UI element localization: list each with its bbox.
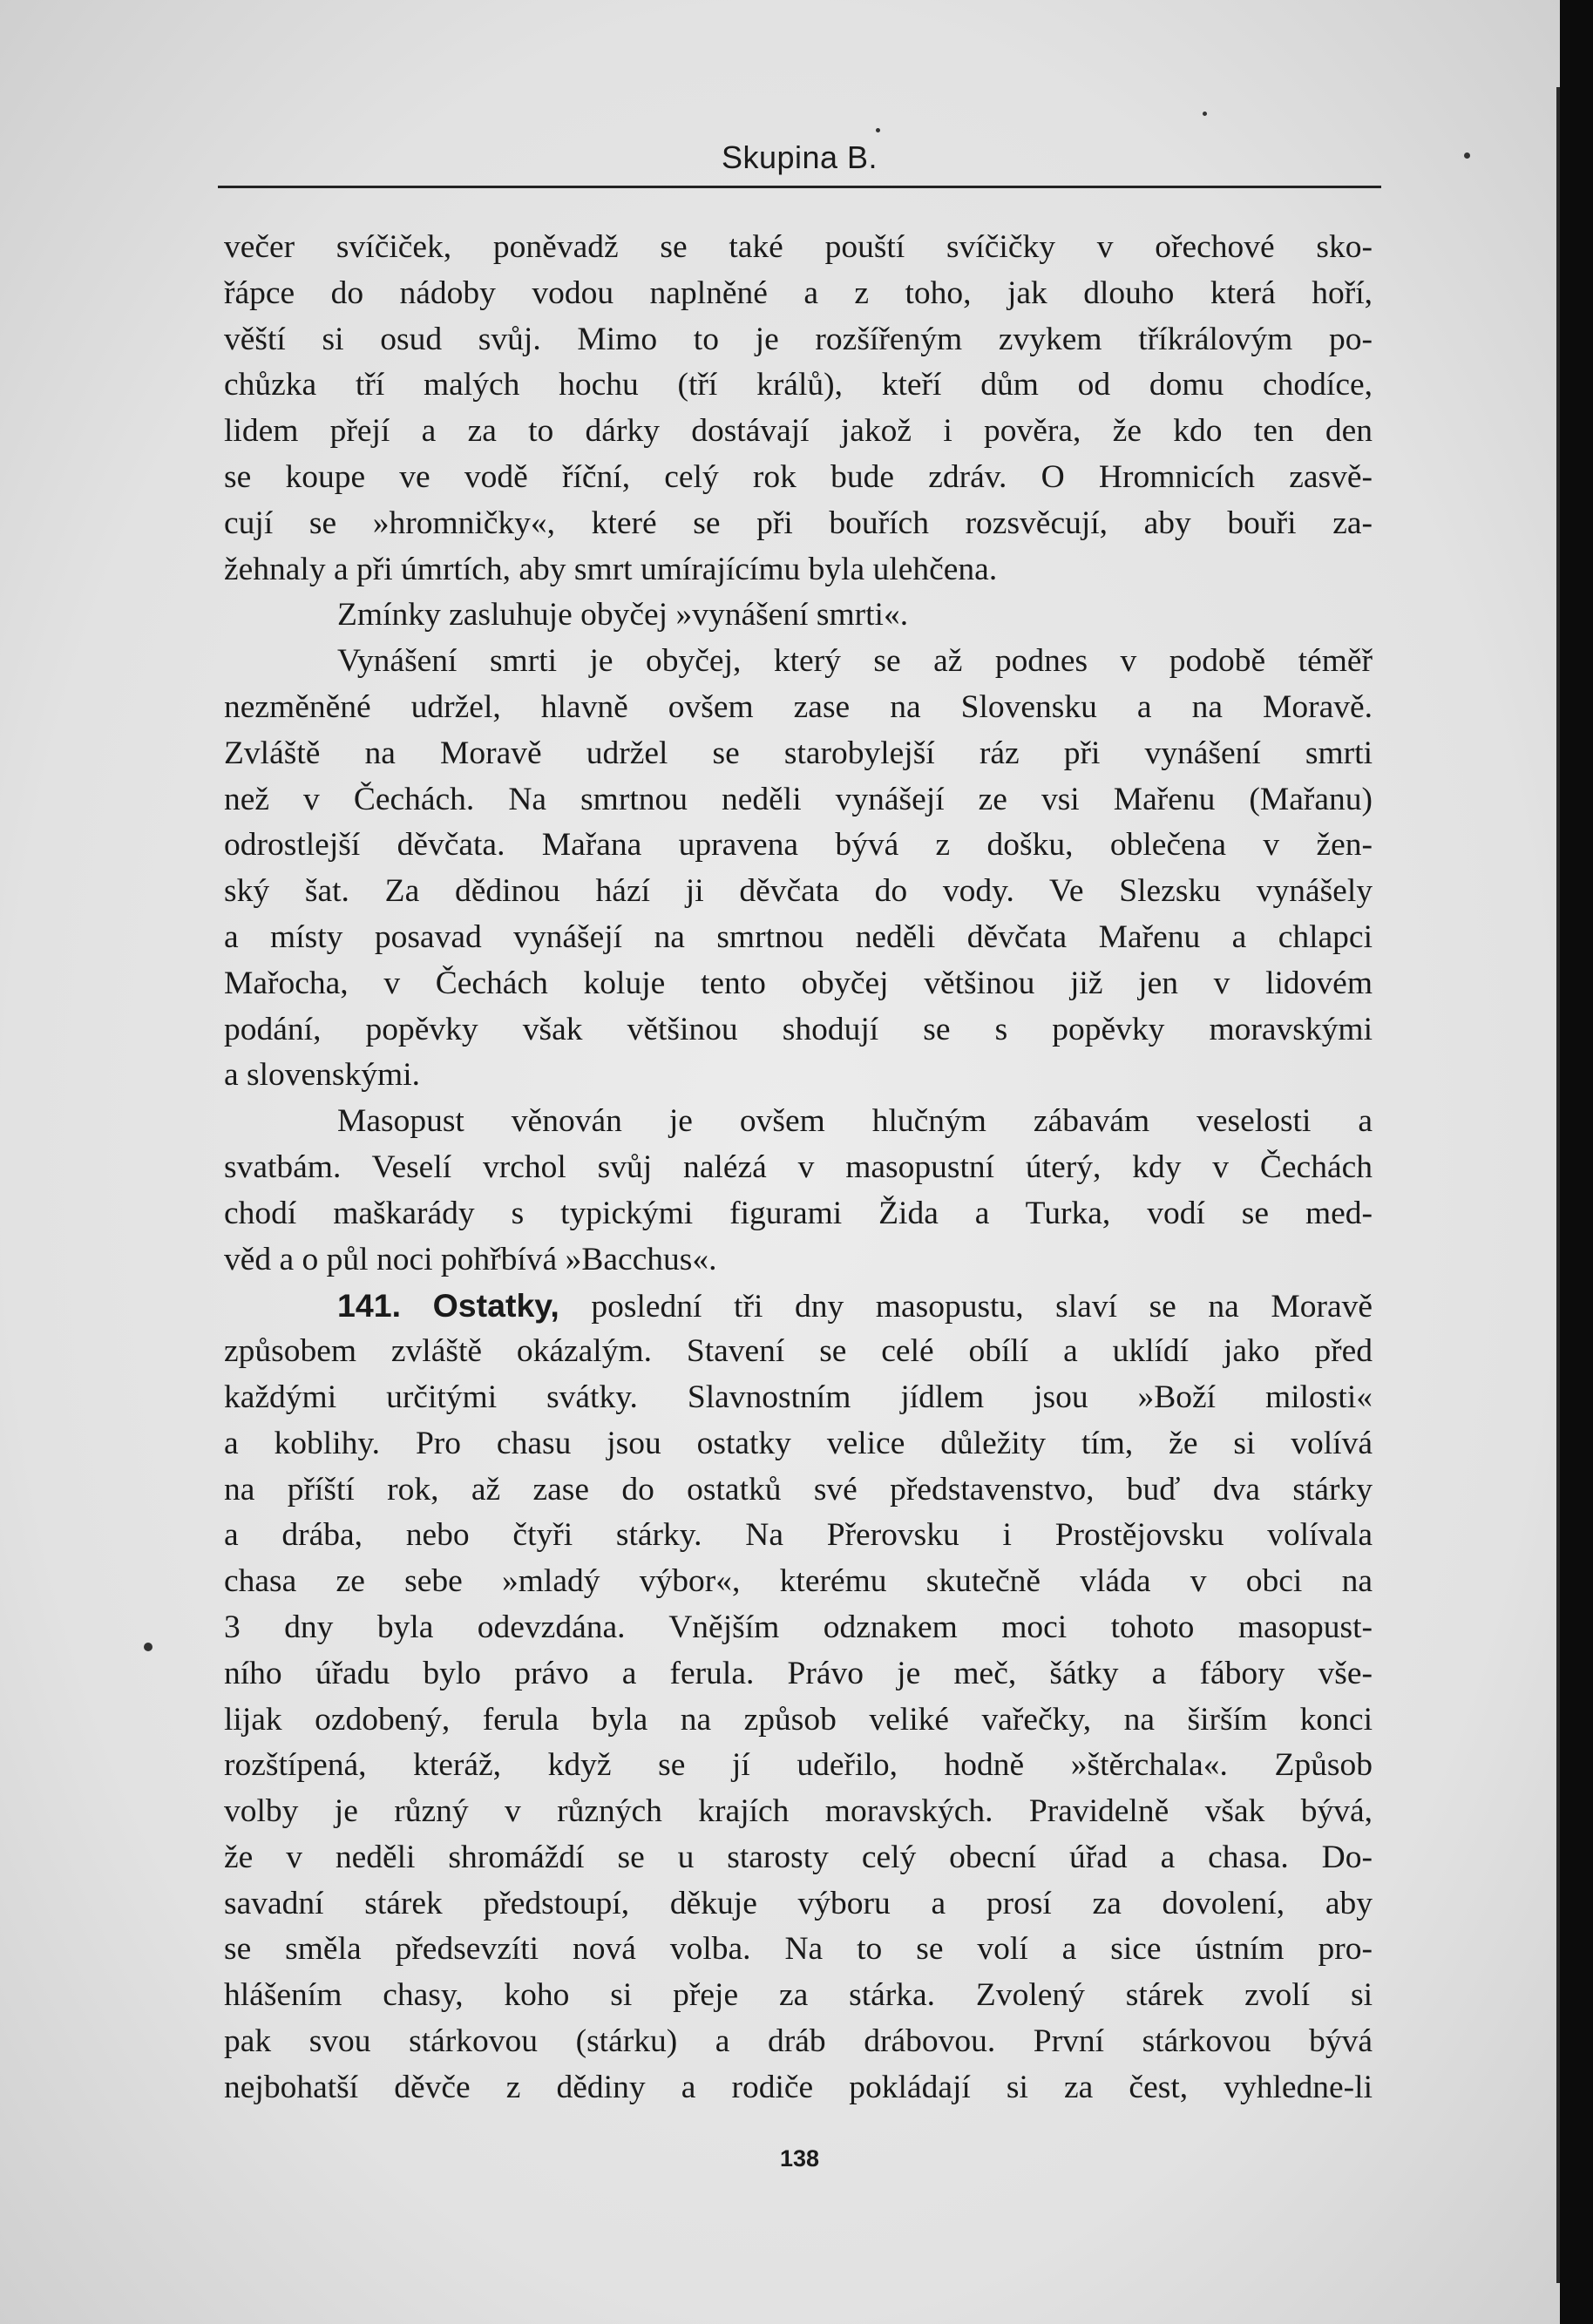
text-line: chůzka tří malých hochu (tří králů), kteří dům od domu chodíce, — [224, 367, 1373, 403]
text-line: nejbohatší děvče z dědiny a rodiče pokládají si za čest, vyhledne-li — [224, 2069, 1373, 2105]
text-line — [224, 1283, 1373, 1329]
text-line: cují se »hromničky«, které se při bouřích rozsvěcují, aby bouři za- — [224, 505, 1373, 541]
text-line: věští si osud svůj. Mimo to je rozšířeným zvykem tříkrálovým po- — [224, 321, 1373, 357]
scan-speck — [876, 128, 880, 132]
running-header: Skupina B. — [721, 139, 878, 175]
text-line: nezměněné udržel, hlavně ovšem zase na Slovensku a na Moravě. — [224, 688, 1373, 725]
text-line: pak svou stárkovou (stárku) a dráb drábovou. První stárkovou bývá — [224, 2023, 1373, 2060]
text-line: lidem přejí a za to dárky dostávají jakož i pověra, že kdo ten den — [224, 413, 1373, 450]
text-line: rozštípená, kteráž, když se jí udeřilo, hodně »štěrchala«. Způsob — [224, 1747, 1373, 1784]
text-line: než v Čechách. Na smrtnou neděli vynášejí ze vsi Mařenu (Mařanu) — [224, 781, 1373, 817]
text-line: chodí maškarády s typickými figurami Žida a Turka, vodí se med- — [224, 1195, 1373, 1231]
scan-speck — [1203, 112, 1207, 116]
scan-speck — [1464, 152, 1470, 159]
text-line: večer svíčiček, poněvadž se také pouští svíčičky v ořechové sko- — [224, 229, 1373, 265]
text-line: Zvláště na Moravě udržel se starobylejší ráz při vynášení smrti — [224, 735, 1373, 771]
text-line: podání, popěvky však většinou shodují se s popěvky moravskými — [224, 1011, 1373, 1047]
header-rule — [218, 186, 1381, 188]
text-line: lijak ozdobený, ferula byla na způsob veliké vařečky, na širším konci — [224, 1701, 1373, 1738]
text-line: každými určitými svátky. Slavnostním jídlem jsou »Boží milosti« — [224, 1379, 1373, 1415]
scan-border — [1560, 0, 1593, 2324]
text-line: a koblihy. Pro chasu jsou ostatky velice důležity tím, že si volívá — [224, 1425, 1373, 1461]
section-lead-text: poslední tři dny masopustu, slaví se na Moravě — [559, 1289, 1373, 1325]
text-line: odrostlejší děvčata. Mařana upravena bývá z došku, oblečena v žen- — [224, 827, 1373, 864]
text-line: savadní stárek předstoupí, děkuje výboru a prosí za dovolení, aby — [224, 1885, 1373, 1921]
section-number: 141. — [337, 1287, 401, 1325]
text-line: se koupe ve vodě říční, celý rok bude zdráv. O Hromnicích zasvě- — [224, 458, 1373, 495]
text-line: Mařocha, v Čechách koluje tento obyčej většinou již jen v lidovém — [224, 965, 1373, 1001]
text-line: a místy posavad vynášejí na smrtnou neděli děvčata Mařenu a chlapci — [224, 918, 1373, 955]
text-line: žehnaly a při úmrtích, aby smrt umírajícímu byla ulehčena. — [224, 551, 998, 587]
text-line: a slovenskými. — [224, 1057, 420, 1094]
text-line: že v neděli shromáždí se u starosty celý obecní úřad a chasa. Do- — [224, 1839, 1373, 1875]
text-line: hlášením chasy, koho si přeje za stárka. Zvolený stárek zvolí si — [224, 1977, 1373, 2014]
text-line: věd a o půl noci pohřbívá »Bacchus«. — [224, 1241, 717, 1277]
text-line: Masopust věnován je ovšem hlučným zábavám veselosti a — [337, 1103, 1373, 1140]
text-line: na příští rok, až zase do ostatků své představenstvo, buď dva stárky — [224, 1471, 1373, 1508]
text-line: 3 dny byla odevzdána. Vnějším odznakem moci tohoto masopust- — [224, 1609, 1373, 1645]
text-line: chasa ze sebe »mladý výbor«, kterému skutečně vláda v obci na — [224, 1563, 1373, 1600]
text-line: volby je různý v různých krajích moravských. Pravidelně však bývá, — [224, 1793, 1373, 1830]
scan-speck — [144, 1643, 153, 1651]
body-text — [224, 225, 1373, 2111]
text-line: Zmínky zasluhuje obyčej »vynášení smrti«. — [337, 597, 909, 634]
text-line: svatbám. Veselí vrchol svůj nalézá v masopustní úterý, kdy v Čechách — [224, 1148, 1373, 1185]
text-line: ního úřadu bylo právo a ferula. Právo je meč, šátky a fábory vše- — [224, 1655, 1373, 1691]
page-number: 138 — [779, 2145, 820, 2172]
text-line: způsobem zvláště okázalým. Stavení se celé obílí a uklídí jako před — [224, 1333, 1373, 1370]
text-line: se směla předsevzíti nová volba. Na to se volí a sice ústním pro- — [224, 1931, 1373, 1968]
text-line: a drába, nebo čtyři stárky. Na Přerovsku i Prostějovsku volívala — [224, 1517, 1373, 1554]
text-line: ský šat. Za dědinou hází ji děvčata do vody. Ve Slezsku vynášely — [224, 873, 1373, 910]
section-term: Ostatky, — [432, 1287, 559, 1325]
text-line: řápce do nádoby vodou naplněné a z toho, jak dlouho která hoří, — [224, 274, 1373, 311]
text-line: Vynášení smrti je obyčej, který se až podnes v podobě téměř — [337, 643, 1373, 680]
